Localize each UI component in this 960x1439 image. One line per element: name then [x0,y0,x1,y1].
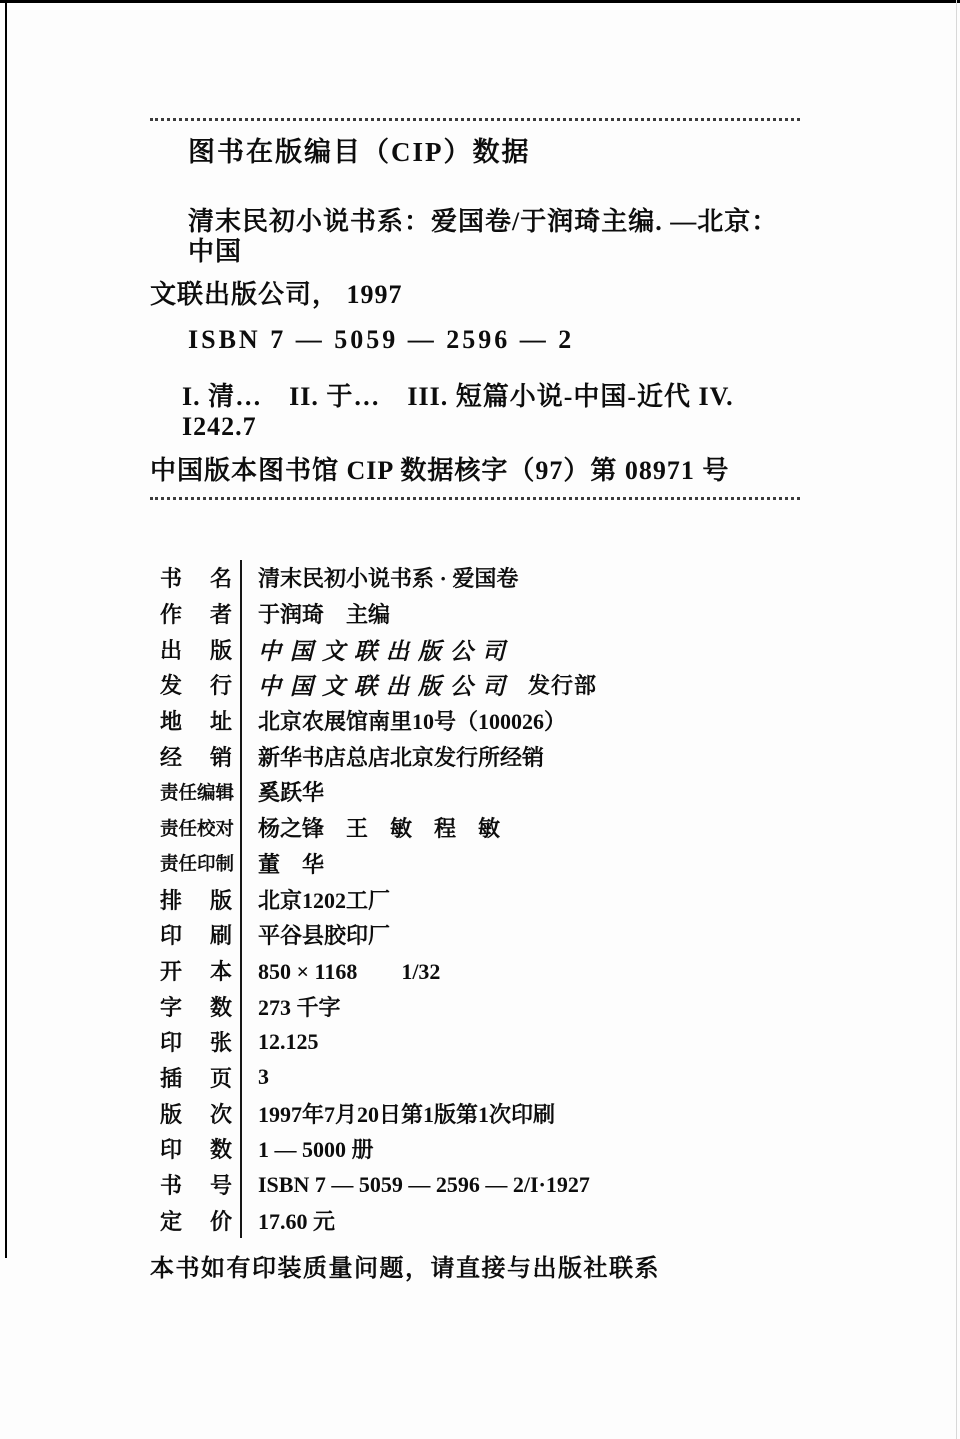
row-value [240,1095,830,1131]
row-value [240,774,830,810]
table-row [160,667,830,703]
quality-notice: 本书如有印装质量问题，请直接与出版社联系 [150,1256,660,1282]
scan-border-left [5,0,7,1258]
row-value-text: 奚跃华 [258,780,325,806]
row-label: 印数 [160,1137,232,1163]
cip-record-line: 中国版本图书馆 CIP 数据核字（97）第 08971 号 [150,456,730,485]
row-value-text: ISBN 7 — 5059 — 2596 — 2/I·1927 [258,1171,590,1197]
table-row [160,596,830,632]
table-row [160,631,830,667]
row-label: 印刷 [160,923,232,949]
table-row [160,988,830,1024]
row-value-text: 杨之锋 王 敏 程 敏 [258,816,501,842]
cip-description-line2: 文联出版公司， 1997 [150,280,403,309]
row-value-text: 17.60 元 [258,1208,336,1234]
row-label: 书号 [160,1173,232,1199]
row-value [240,1131,830,1167]
row-value-text: 于润琦 主编 [258,602,391,628]
cip-block [150,118,800,500]
table-row [160,1131,830,1167]
row-value-text: 3 [258,1064,269,1090]
table-row [160,703,830,739]
row-value-text: 1997年7月20日第1版第1次印刷 [258,1101,556,1127]
table-row [160,881,830,917]
table-row [160,1202,830,1238]
row-label: 插页 [160,1065,232,1091]
row-value [240,596,830,632]
row-value [240,881,830,917]
row-label: 定价 [160,1208,232,1234]
table-row [160,1060,830,1096]
row-label: 责任编辑 [160,783,235,804]
cip-classification-line: I. 清… II. 于… III. 短篇小说-中国-近代 IV. I242.7 [182,382,734,441]
row-value [240,953,830,989]
dotted-divider-top [150,118,800,121]
cip-heading: 图书在版编目（CIP）数据 [188,137,531,167]
row-value [240,988,830,1024]
row-label: 地址 [160,709,232,735]
row-label: 出版 [160,637,232,663]
row-value [240,703,830,739]
row-value-text: 清末民初小说书系 · 爱国卷 [258,566,519,592]
row-value-text: 新华书店总店北京发行所经销 [258,744,545,770]
table-row [160,1167,830,1203]
table-row [160,953,830,989]
row-label: 排版 [160,887,232,913]
row-value [240,810,830,846]
row-value-text: 北京农展馆南里10号（100026） [258,709,567,735]
row-value [240,846,830,882]
row-value-suffix: 发行部 [528,673,598,699]
row-label: 版次 [160,1101,232,1127]
row-value [240,1060,830,1096]
scan-border-top [0,0,960,3]
table-row [160,560,830,596]
row-value-text: 273 千字 [258,994,341,1020]
table-row [160,1024,830,1060]
row-value [240,1202,830,1238]
row-label: 字数 [160,994,232,1020]
row-value-text: 北京1202工厂 [258,887,391,913]
row-value [240,738,830,774]
table-row [160,738,830,774]
row-label: 印张 [160,1030,232,1056]
row-label: 书名 [160,566,232,592]
row-label: 作者 [160,602,232,628]
row-value-text: 12.125 [258,1028,319,1054]
row-value-text: 董 华 [258,851,325,877]
row-label: 责任校对 [160,819,235,840]
cip-isbn-line: ISBN 7 — 5059 — 2596 — 2 [188,325,575,354]
row-label: 责任印制 [160,855,235,876]
row-value-text: 平谷县胶印厂 [258,923,391,949]
row-value-text: 1 — 5000 册 [258,1137,374,1163]
row-label: 开本 [160,958,232,984]
cip-description-line1: 清末民初小说书系：爱国卷/于润琦主编. —北京：中国 [188,207,779,266]
row-value-text: 中国文联出版公司 [258,674,514,700]
scan-border-right [956,0,957,1439]
row-label: 经销 [160,744,232,770]
dotted-divider-bottom [150,497,800,500]
row-value-text: 中国文联出版公司 [258,638,514,664]
colophon-table [160,560,830,1238]
row-value [240,1024,830,1060]
row-value [240,560,830,596]
row-value [240,1167,830,1203]
row-label: 发行 [160,673,232,699]
table-row [160,1095,830,1131]
row-value-text: 850 × 1168 1/32 [258,958,441,984]
row-value [240,917,830,953]
row-value [240,631,830,667]
table-row [160,846,830,882]
table-row [160,917,830,953]
row-value [240,667,830,703]
table-row [160,810,830,846]
table-row [160,774,830,810]
